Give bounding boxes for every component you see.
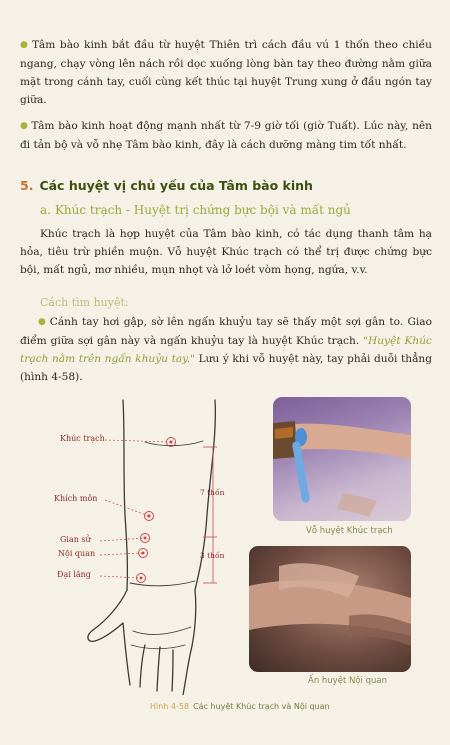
subsection-label: a. <box>40 203 51 217</box>
section-number: 5. <box>20 178 34 193</box>
photo-khuc-trach <box>273 397 411 521</box>
photo-noi-quan-image <box>249 546 411 672</box>
paragraph-2-text: Tâm bào kinh hoạt động mạnh nhất từ 7-9 giờ tối (giờ Tuất). Lúc này, nên đi tản bộ và vỗ nhẹ Tâm bào kinh, đây là cách dưỡng màng tim tốt nhất. <box>20 120 432 151</box>
intro-paragraph: Khúc trạch là hợp huyệt của Tâm bào kinh, có tác dụng thanh tâm hạ hỏa, tiêu trừ phiền muộn. Vỗ huyệt Khúc trạch có thể trị được chứng bực bội, mất ngủ, mơ nhiều, mụn nhọt và lở loét vòm họng, ngứa, v.v. <box>20 228 432 276</box>
photo1-caption: Vỗ huyệt Khúc trạch <box>306 526 393 536</box>
paragraph-2 <box>20 117 432 154</box>
photo-noi-quan <box>249 546 411 672</box>
bullet-icon: ● <box>38 317 47 327</box>
dim-3-thon: 3 thốn <box>200 551 225 560</box>
paragraph-1-text: Tâm bào kinh bắt đầu từ huyệt Thiên trì cách đầu vú 1 thốn theo chiều ngang, chạy vòng lên nách rồi dọc xuống lòng bàn tay theo đường nằm giữa mặt trong cánh tay, cuối cùng kết thúc tại huyệt Trung xung ở đầu ngón tay giữa. <box>20 39 432 106</box>
bullet-icon: ● <box>20 121 29 131</box>
photo2-caption: Ấn huyệt Nội quan <box>308 676 387 686</box>
figure-caption <box>150 702 330 711</box>
method-text-b: Lưu ý khi vỗ huyệt này, tay phải duỗi thẳng (hình 4-58). <box>20 353 432 383</box>
figure-number: Hình 4-58 <box>150 702 190 711</box>
figure-caption-text: Các huyệt Khúc trạch và Nội quan <box>193 702 330 711</box>
dim-7-thon: 7 thốn <box>200 488 225 497</box>
subsection-name: Khúc trạch <box>54 203 123 217</box>
method-text-a: Cánh tay hơi gập, sờ lên ngấn khuỷu tay sẽ thấy một sợi gân to. Giao điểm giữa sợi gân này và ngấn khuỷu tay là huyệt Khúc trạch. <box>20 316 432 347</box>
section-title: Các huyệt vị chủ yếu của Tâm bào kinh <box>39 178 313 193</box>
subsection-desc: - Huyệt trị chứng bực bội và mất ngủ <box>125 203 351 217</box>
paragraph-1 <box>20 36 432 109</box>
bullet-icon: ● <box>20 40 30 50</box>
label-dai-lang: Đại lăng <box>57 570 91 579</box>
method-title: Cách tìm huyệt: <box>40 296 129 309</box>
label-noi-quan: Nội quan <box>58 549 96 558</box>
label-khich-mon: Khích môn <box>54 494 98 503</box>
photo-khuc-trach-image <box>273 397 411 521</box>
method-quote: "Huyệt Khúc trạch nằm trên ngấn khuỷu tay." <box>20 335 432 365</box>
subsection-heading <box>40 203 351 217</box>
section-heading <box>20 178 313 193</box>
label-gian-su: Gian sử <box>60 535 91 544</box>
method-paragraph <box>20 313 432 386</box>
label-khuc-trach: Khúc trạch <box>60 434 105 443</box>
